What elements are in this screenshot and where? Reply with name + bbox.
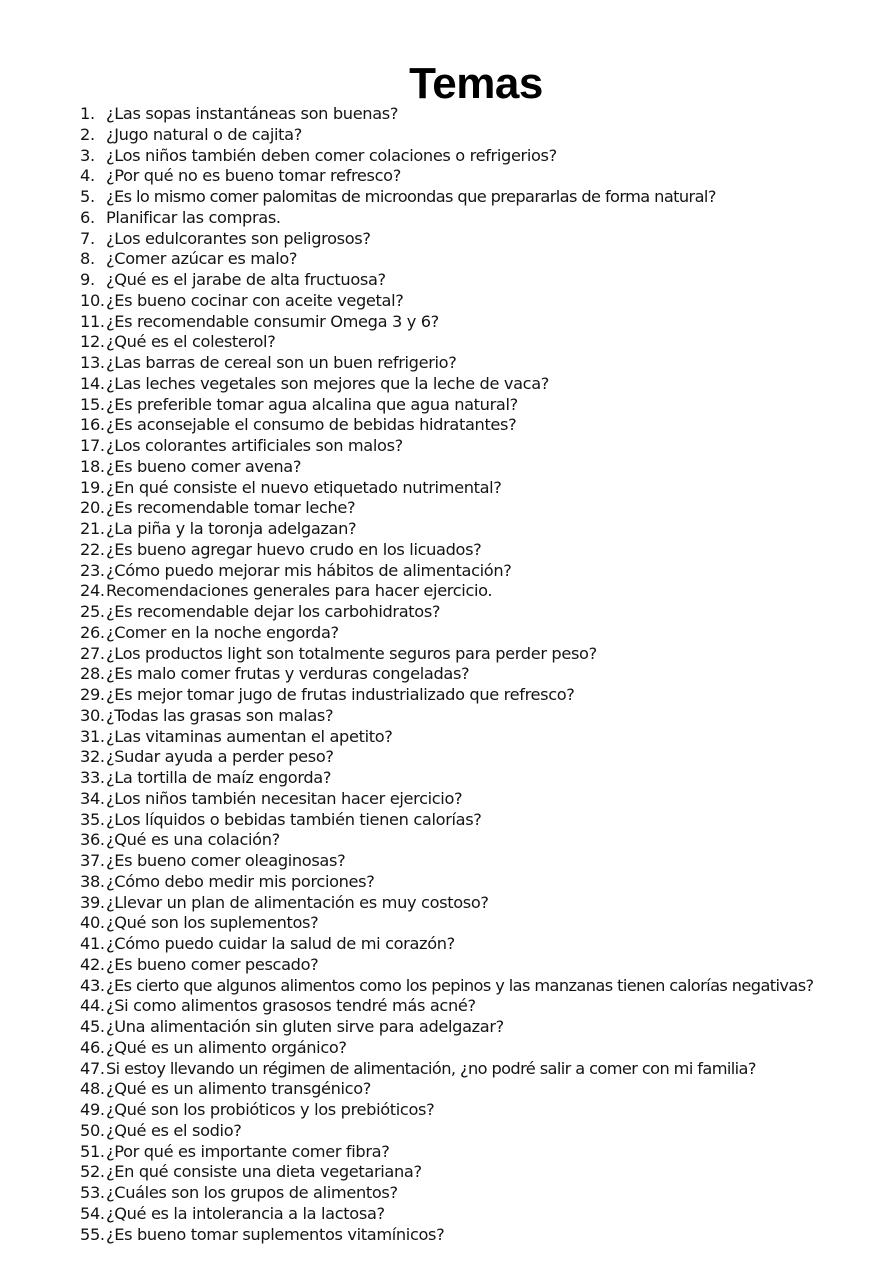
list-item-text: ¿Es cierto que algunos alimentos como los pepinos y las manzanas tienen calorías negativas? — [106, 975, 814, 995]
list-item — [80, 1225, 860, 1246]
list-item — [80, 955, 860, 976]
list-item-text: ¿Qué es el jarabe de alta fructuosa? — [106, 270, 386, 289]
list-item — [80, 1183, 860, 1204]
list-item-text: ¿Las leches vegetales son mejores que la leche de vaca? — [106, 373, 550, 393]
list-item — [80, 498, 860, 519]
list-item-number: 52. — [80, 1162, 105, 1182]
list-item — [80, 581, 860, 602]
list-item-text: ¿Las vitaminas aumentan el apetito? — [106, 726, 393, 746]
list-item-number: 48. — [80, 1079, 105, 1099]
list-item-number: 2. — [80, 124, 95, 144]
list-item — [80, 1017, 860, 1038]
list-item — [80, 644, 860, 665]
list-item-number: 1. — [80, 104, 95, 123]
list-item-number: 47. — [80, 1058, 105, 1078]
list-item-text: ¿Es malo comer frutas y verduras congeladas? — [106, 664, 470, 684]
list-item-number: 15. — [80, 394, 105, 414]
list-item-text: ¿Los productos light son totalmente seguros para perder peso? — [106, 643, 597, 663]
list-item — [80, 996, 860, 1017]
list-item — [80, 1121, 860, 1142]
list-item-number: 24. — [80, 581, 105, 601]
list-item — [80, 1059, 860, 1080]
list-item-number: 32. — [80, 747, 105, 767]
list-item — [80, 478, 860, 499]
list-item-number: 13. — [80, 353, 105, 372]
list-item-text: ¿Los líquidos o bebidas también tienen calorías? — [106, 809, 482, 829]
list-item-text: ¿Qué es un alimento orgánico? — [106, 1037, 347, 1057]
list-item-text: ¿Los niños también necesitan hacer ejercicio? — [106, 788, 463, 808]
list-item — [80, 208, 860, 229]
list-item-number: 54. — [80, 1203, 105, 1223]
list-item-text: ¿Por qué no es bueno tomar refresco? — [106, 166, 401, 186]
list-item-number: 10. — [80, 290, 105, 310]
list-item-text: ¿Cómo puedo mejorar mis hábitos de alimentación? — [106, 560, 512, 580]
list-item-number: 34. — [80, 788, 105, 808]
list-item-number: 9. — [80, 270, 95, 289]
list-item-text: ¿Qué es la intolerancia a la lactosa? — [106, 1203, 385, 1223]
list-item-text: ¿En qué consiste una dieta vegetariana? — [106, 1162, 422, 1182]
list-item-number: 33. — [80, 768, 105, 787]
list-item-number: 14. — [80, 373, 105, 393]
list-item-text: ¿Cómo debo medir mis porciones? — [106, 871, 375, 891]
list-item-number: 51. — [80, 1141, 105, 1161]
list-item-number: 38. — [80, 871, 105, 891]
list-item-text: ¿Qué son los probióticos y los prebióticos? — [106, 1100, 435, 1119]
list-item — [80, 1079, 860, 1100]
list-item-text: ¿Cómo puedo cuidar la salud de mi corazón? — [106, 934, 455, 953]
list-item-text: ¿Comer azúcar es malo? — [106, 249, 298, 269]
list-item — [80, 810, 860, 831]
list-item — [80, 664, 860, 685]
list-item — [80, 1038, 860, 1059]
list-item — [80, 561, 860, 582]
list-item-text: Recomendaciones generales para hacer ejercicio. — [106, 581, 493, 601]
list-item — [80, 395, 860, 416]
list-item-number: 23. — [80, 560, 105, 580]
list-item — [80, 623, 860, 644]
list-item-text: ¿En qué consiste el nuevo etiquetado nutrimental? — [106, 477, 502, 497]
list-item — [80, 312, 860, 333]
list-item-text: ¿Es aconsejable el consumo de bebidas hidratantes? — [106, 415, 517, 435]
list-item-number: 17. — [80, 436, 105, 455]
list-item-text: ¿Una alimentación sin gluten sirve para adelgazar? — [106, 1017, 504, 1036]
list-item-text: ¿Es bueno comer avena? — [106, 456, 302, 476]
list-item — [80, 125, 860, 146]
list-item — [80, 830, 860, 851]
list-item-number: 5. — [80, 187, 95, 206]
list-item-number: 6. — [80, 207, 95, 227]
list-item-text: Planificar las compras. — [106, 207, 281, 227]
list-item — [80, 166, 860, 187]
list-item-number: 31. — [80, 726, 105, 746]
list-item — [80, 415, 860, 436]
list-item-text: ¿Por qué es importante comer fibra? — [106, 1141, 390, 1161]
list-item-text: ¿Qué es el colesterol? — [106, 332, 276, 352]
list-item-text: ¿La tortilla de maíz engorda? — [106, 768, 332, 787]
list-item-number: 16. — [80, 415, 105, 435]
list-item-number: 55. — [80, 1224, 105, 1244]
list-item-text: ¿Es lo mismo comer palomitas de microondas que prepararlas de forma natural? — [106, 187, 716, 206]
list-item-number: 35. — [80, 809, 105, 829]
list-item-number: 3. — [80, 145, 95, 165]
list-item-text: ¿Es bueno agregar huevo crudo en los licuados? — [106, 539, 482, 559]
list-item-text: ¿Es recomendable dejar los carbohidratos? — [106, 602, 441, 621]
list-item-number: 18. — [80, 456, 105, 476]
list-item-text: ¿Los niños también deben comer colaciones o refrigerios? — [106, 145, 557, 165]
list-item-number: 28. — [80, 664, 105, 684]
list-item — [80, 727, 860, 748]
list-item — [80, 187, 860, 208]
list-item — [80, 104, 860, 125]
list-item-number: 11. — [80, 311, 105, 331]
list-item-text: ¿Si como alimentos grasosos tendré más acné? — [106, 996, 476, 1016]
list-item — [80, 540, 860, 561]
list-item-number: 45. — [80, 1017, 105, 1036]
list-item — [80, 291, 860, 312]
list-item-number: 20. — [80, 498, 105, 518]
list-item — [80, 353, 860, 374]
list-item-text: ¿Es bueno comer oleaginosas? — [106, 851, 346, 870]
list-item — [80, 436, 860, 457]
list-item — [80, 893, 860, 914]
list-item-number: 40. — [80, 913, 105, 933]
list-item-text: ¿Las sopas instantáneas son buenas? — [106, 104, 399, 123]
list-item-number: 25. — [80, 602, 105, 621]
list-item-number: 36. — [80, 830, 105, 850]
list-item-number: 29. — [80, 685, 105, 704]
list-item-text: ¿Qué es el sodio? — [106, 1120, 242, 1140]
list-item — [80, 934, 860, 955]
list-item-text: ¿Jugo natural o de cajita? — [106, 124, 302, 144]
list-item-text: ¿Sudar ayuda a perder peso? — [106, 747, 334, 767]
list-item-text: ¿Comer en la noche engorda? — [106, 622, 339, 642]
list-item-text: ¿Qué es un alimento transgénico? — [106, 1079, 371, 1099]
list-item-number: 44. — [80, 996, 105, 1016]
list-item-text: ¿Llevar un plan de alimentación es muy costoso? — [106, 892, 489, 912]
list-item — [80, 789, 860, 810]
list-item-text: ¿La piña y la toronja adelgazan? — [106, 519, 357, 538]
list-item — [80, 913, 860, 934]
list-item-text: ¿Es bueno cocinar con aceite vegetal? — [106, 290, 404, 310]
list-item-number: 53. — [80, 1183, 105, 1202]
list-item — [80, 747, 860, 768]
list-item — [80, 519, 860, 540]
list-item — [80, 976, 860, 997]
list-item — [80, 1142, 860, 1163]
list-item-number: 46. — [80, 1037, 105, 1057]
list-item-number: 4. — [80, 166, 95, 186]
list-item-number: 8. — [80, 249, 95, 269]
list-item-text: ¿Todas las grasas son malas? — [106, 705, 334, 725]
list-item — [80, 602, 860, 623]
list-item-text: ¿Qué es una colación? — [106, 830, 280, 850]
list-item — [80, 685, 860, 706]
list-item-text: ¿Es bueno comer pescado? — [106, 954, 319, 974]
list-item — [80, 457, 860, 478]
list-item-text: ¿Los edulcorantes son peligrosos? — [106, 228, 371, 248]
list-item-text: ¿Cuáles son los grupos de alimentos? — [106, 1183, 398, 1202]
list-item — [80, 872, 860, 893]
list-item-number: 41. — [80, 934, 105, 953]
list-item-text: Si estoy llevando un régimen de alimentación, ¿no podré salir a comer con mi familia? — [106, 1058, 756, 1078]
list-item-text: ¿Las barras de cereal son un buen refrigerio? — [106, 353, 457, 372]
list-item-text: ¿Es recomendable consumir Omega 3 y 6? — [106, 311, 439, 331]
list-item — [80, 768, 860, 789]
list-item — [80, 146, 860, 167]
list-item — [80, 270, 860, 291]
list-item-number: 37. — [80, 851, 105, 870]
list-item-number: 12. — [80, 332, 105, 352]
list-item-text: ¿Es mejor tomar jugo de frutas industrializado que refresco? — [106, 685, 575, 704]
list-item — [80, 1204, 860, 1225]
list-item-number: 50. — [80, 1120, 105, 1140]
list-item-number: 22. — [80, 539, 105, 559]
list-item-number: 49. — [80, 1100, 105, 1119]
list-item-text: ¿Es preferible tomar agua alcalina que agua natural? — [106, 394, 518, 414]
topics-list — [80, 104, 860, 1245]
list-item-text: ¿Es bueno tomar suplementos vitamínicos? — [106, 1224, 445, 1244]
page-title: Temas — [409, 59, 543, 109]
list-item-number: 42. — [80, 954, 105, 974]
list-item-number: 7. — [80, 228, 95, 248]
list-item — [80, 249, 860, 270]
list-item-number: 19. — [80, 477, 105, 497]
list-item-number: 43. — [80, 975, 105, 995]
list-item-number: 30. — [80, 705, 105, 725]
list-item-number: 39. — [80, 892, 105, 912]
list-item — [80, 706, 860, 727]
list-item — [80, 1162, 860, 1183]
list-item-number: 26. — [80, 622, 105, 642]
list-item-text: ¿Los colorantes artificiales son malos? — [106, 436, 403, 455]
list-item-number: 27. — [80, 643, 105, 663]
list-item — [80, 374, 860, 395]
list-item — [80, 332, 860, 353]
list-item — [80, 1100, 860, 1121]
list-item — [80, 851, 860, 872]
list-item — [80, 229, 860, 250]
list-item-text: ¿Qué son los suplementos? — [106, 913, 319, 933]
list-item-text: ¿Es recomendable tomar leche? — [106, 498, 356, 518]
list-item-number: 21. — [80, 519, 105, 538]
